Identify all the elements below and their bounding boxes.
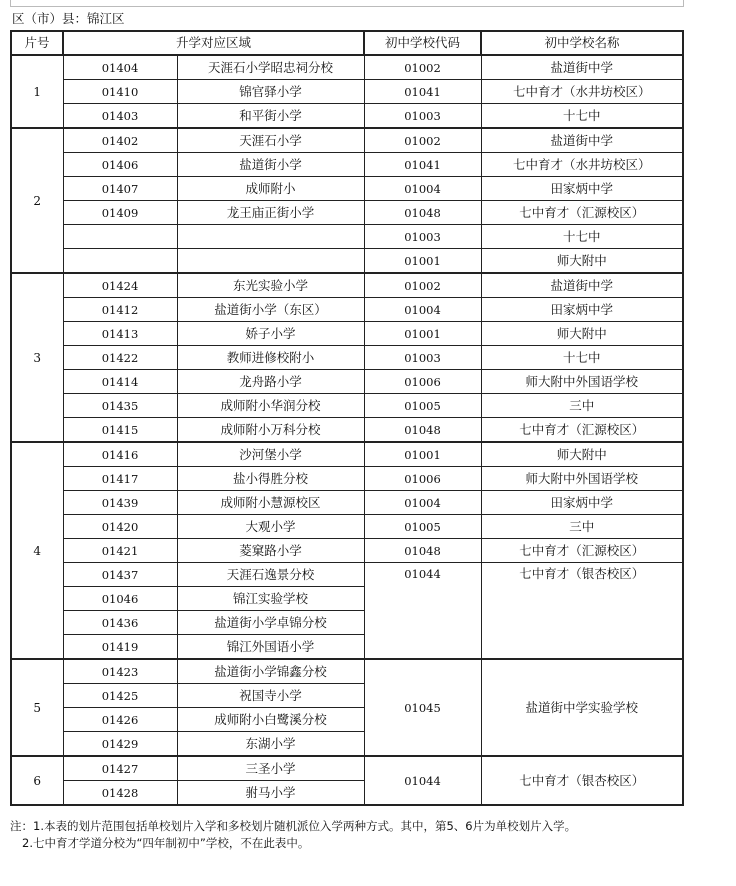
area-number: 2 — [11, 128, 63, 273]
area-number: 6 — [11, 756, 63, 805]
primary-code: 01419 — [63, 635, 177, 660]
area-number: 3 — [11, 273, 63, 442]
table-row — [11, 80, 683, 104]
primary-name: 盐道街小学（东区） — [177, 298, 364, 322]
middle-name: 师大附中 — [481, 322, 683, 346]
middle-code: 01004 — [364, 177, 481, 201]
primary-code: 01428 — [63, 781, 177, 806]
table-row — [11, 491, 683, 515]
table-row — [11, 442, 683, 467]
primary-code: 01407 — [63, 177, 177, 201]
middle-name: 田家炳中学 — [481, 177, 683, 201]
primary-name: 驸马小学 — [177, 781, 364, 806]
primary-code: 01410 — [63, 80, 177, 104]
primary-name: 锦江实验学校 — [177, 587, 364, 611]
table-row — [11, 346, 683, 370]
middle-name: 七中育才（汇源校区） — [481, 201, 683, 225]
middle-code: 01002 — [364, 273, 481, 298]
middle-code: 01045 — [364, 659, 481, 756]
primary-code: 01429 — [63, 732, 177, 757]
middle-code: 01044 — [364, 563, 481, 660]
primary-name: 龙舟路小学 — [177, 370, 364, 394]
middle-name: 田家炳中学 — [481, 298, 683, 322]
table-row — [11, 563, 683, 587]
primary-name — [177, 225, 364, 249]
top-border — [10, 0, 684, 7]
middle-name: 师大附中 — [481, 442, 683, 467]
middle-name: 盐道街中学 — [481, 55, 683, 80]
middle-code: 01003 — [364, 104, 481, 129]
primary-name: 盐道街小学卓锦分校 — [177, 611, 364, 635]
area-number: 1 — [11, 55, 63, 128]
middle-code: 01001 — [364, 442, 481, 467]
primary-name: 天涯石小学昭忠祠分校 — [177, 55, 364, 80]
middle-name: 盐道街中学实验学校 — [481, 659, 683, 756]
middle-name: 七中育才（水井坊校区） — [481, 80, 683, 104]
primary-name: 盐道街小学锦鑫分校 — [177, 659, 364, 684]
middle-name: 师大附中外国语学校 — [481, 370, 683, 394]
primary-name: 祝国寺小学 — [177, 684, 364, 708]
middle-code: 01044 — [364, 756, 481, 805]
middle-name: 七中育才（汇源校区） — [481, 418, 683, 443]
middle-name: 三中 — [481, 515, 683, 539]
table-row — [11, 515, 683, 539]
table-row — [11, 55, 683, 80]
primary-code: 01421 — [63, 539, 177, 563]
table-row — [11, 370, 683, 394]
primary-code: 01436 — [63, 611, 177, 635]
table-row — [11, 394, 683, 418]
middle-code: 01041 — [364, 153, 481, 177]
header-area-no: 片号 — [11, 31, 63, 55]
school-district-table — [10, 30, 684, 806]
middle-code: 01005 — [364, 394, 481, 418]
header-middle-name: 初中学校名称 — [481, 31, 683, 55]
middle-name: 盐道街中学 — [481, 273, 683, 298]
primary-code — [63, 225, 177, 249]
primary-code: 01425 — [63, 684, 177, 708]
area-number: 5 — [11, 659, 63, 756]
primary-name: 成师附小华润分校 — [177, 394, 364, 418]
middle-code: 01002 — [364, 55, 481, 80]
middle-code: 01002 — [364, 128, 481, 153]
primary-code: 01412 — [63, 298, 177, 322]
middle-name: 师大附中 — [481, 249, 683, 274]
middle-name: 七中育才（银杏校区） — [481, 563, 683, 660]
table-row — [11, 273, 683, 298]
table-row — [11, 104, 683, 129]
middle-code: 01004 — [364, 491, 481, 515]
table-row — [11, 539, 683, 563]
table-row — [11, 467, 683, 491]
table-row — [11, 659, 683, 684]
primary-code: 01406 — [63, 153, 177, 177]
middle-code: 01001 — [364, 322, 481, 346]
primary-code: 01404 — [63, 55, 177, 80]
primary-code — [63, 249, 177, 274]
middle-name: 田家炳中学 — [481, 491, 683, 515]
primary-code: 01424 — [63, 273, 177, 298]
primary-name: 盐小得胜分校 — [177, 467, 364, 491]
table-row — [11, 201, 683, 225]
table-notes — [10, 818, 576, 852]
primary-code: 01402 — [63, 128, 177, 153]
primary-code: 01427 — [63, 756, 177, 781]
table-header-row — [11, 31, 683, 55]
table-row — [11, 756, 683, 781]
note-line-1: 注：1.本表的划片范围包括单校划片入学和多校划片随机派位入学两种方式。其中，第5、6片为单校划片入学。 — [10, 819, 577, 833]
primary-name: 锦官驿小学 — [177, 80, 364, 104]
middle-name: 十七中 — [481, 346, 683, 370]
primary-name: 成师附小 — [177, 177, 364, 201]
primary-name: 东光实验小学 — [177, 273, 364, 298]
primary-code: 01416 — [63, 442, 177, 467]
table-row — [11, 298, 683, 322]
primary-code: 01422 — [63, 346, 177, 370]
middle-code: 01001 — [364, 249, 481, 274]
primary-name: 成师附小万科分校 — [177, 418, 364, 443]
header-middle-code: 初中学校代码 — [364, 31, 481, 55]
primary-name: 盐道街小学 — [177, 153, 364, 177]
middle-code: 01003 — [364, 346, 481, 370]
middle-name: 七中育才（银杏校区） — [481, 756, 683, 805]
primary-code: 01417 — [63, 467, 177, 491]
primary-code: 01420 — [63, 515, 177, 539]
table-row — [11, 418, 683, 443]
primary-name: 娇子小学 — [177, 322, 364, 346]
table-row — [11, 322, 683, 346]
primary-code: 01415 — [63, 418, 177, 443]
primary-code: 01439 — [63, 491, 177, 515]
table-row — [11, 177, 683, 201]
primary-code: 01435 — [63, 394, 177, 418]
middle-code: 01048 — [364, 418, 481, 443]
primary-name: 锦江外国语小学 — [177, 635, 364, 660]
area-number: 4 — [11, 442, 63, 659]
table-row — [11, 249, 683, 274]
primary-name: 成师附小慧源校区 — [177, 491, 364, 515]
primary-name: 东湖小学 — [177, 732, 364, 757]
middle-name: 盐道街中学 — [481, 128, 683, 153]
middle-code: 01003 — [364, 225, 481, 249]
middle-code: 01048 — [364, 539, 481, 563]
primary-code: 01403 — [63, 104, 177, 129]
primary-code: 01426 — [63, 708, 177, 732]
primary-name: 菱窠路小学 — [177, 539, 364, 563]
middle-name: 三中 — [481, 394, 683, 418]
primary-code: 01437 — [63, 563, 177, 587]
middle-name: 七中育才（水井坊校区） — [481, 153, 683, 177]
primary-name — [177, 249, 364, 274]
district-label: 区（市）县：锦江区 — [12, 11, 125, 26]
primary-code: 01414 — [63, 370, 177, 394]
table-row — [11, 225, 683, 249]
middle-code: 01004 — [364, 298, 481, 322]
primary-name: 龙王庙正街小学 — [177, 201, 364, 225]
primary-name: 大观小学 — [177, 515, 364, 539]
primary-name: 教师进修校附小 — [177, 346, 364, 370]
middle-name: 十七中 — [481, 104, 683, 129]
middle-code: 01006 — [364, 467, 481, 491]
header-primary-region: 升学对应区域 — [63, 31, 364, 55]
primary-code: 01409 — [63, 201, 177, 225]
primary-name: 沙河堡小学 — [177, 442, 364, 467]
note-line-2: 2.七中育才学道分校为“四年制初中”学校，不在此表中。 — [22, 836, 310, 850]
middle-name: 师大附中外国语学校 — [481, 467, 683, 491]
middle-code: 01048 — [364, 201, 481, 225]
table-row — [11, 153, 683, 177]
primary-code: 01046 — [63, 587, 177, 611]
primary-code: 01413 — [63, 322, 177, 346]
middle-name: 七中育才（汇源校区） — [481, 539, 683, 563]
middle-code: 01006 — [364, 370, 481, 394]
middle-name: 十七中 — [481, 225, 683, 249]
table-row — [11, 128, 683, 153]
primary-name: 天涯石小学 — [177, 128, 364, 153]
middle-code: 01041 — [364, 80, 481, 104]
primary-code: 01423 — [63, 659, 177, 684]
middle-code: 01005 — [364, 515, 481, 539]
primary-name: 天涯石逸景分校 — [177, 563, 364, 587]
primary-name: 三圣小学 — [177, 756, 364, 781]
primary-name: 和平街小学 — [177, 104, 364, 129]
primary-name: 成师附小白鹭溪分校 — [177, 708, 364, 732]
